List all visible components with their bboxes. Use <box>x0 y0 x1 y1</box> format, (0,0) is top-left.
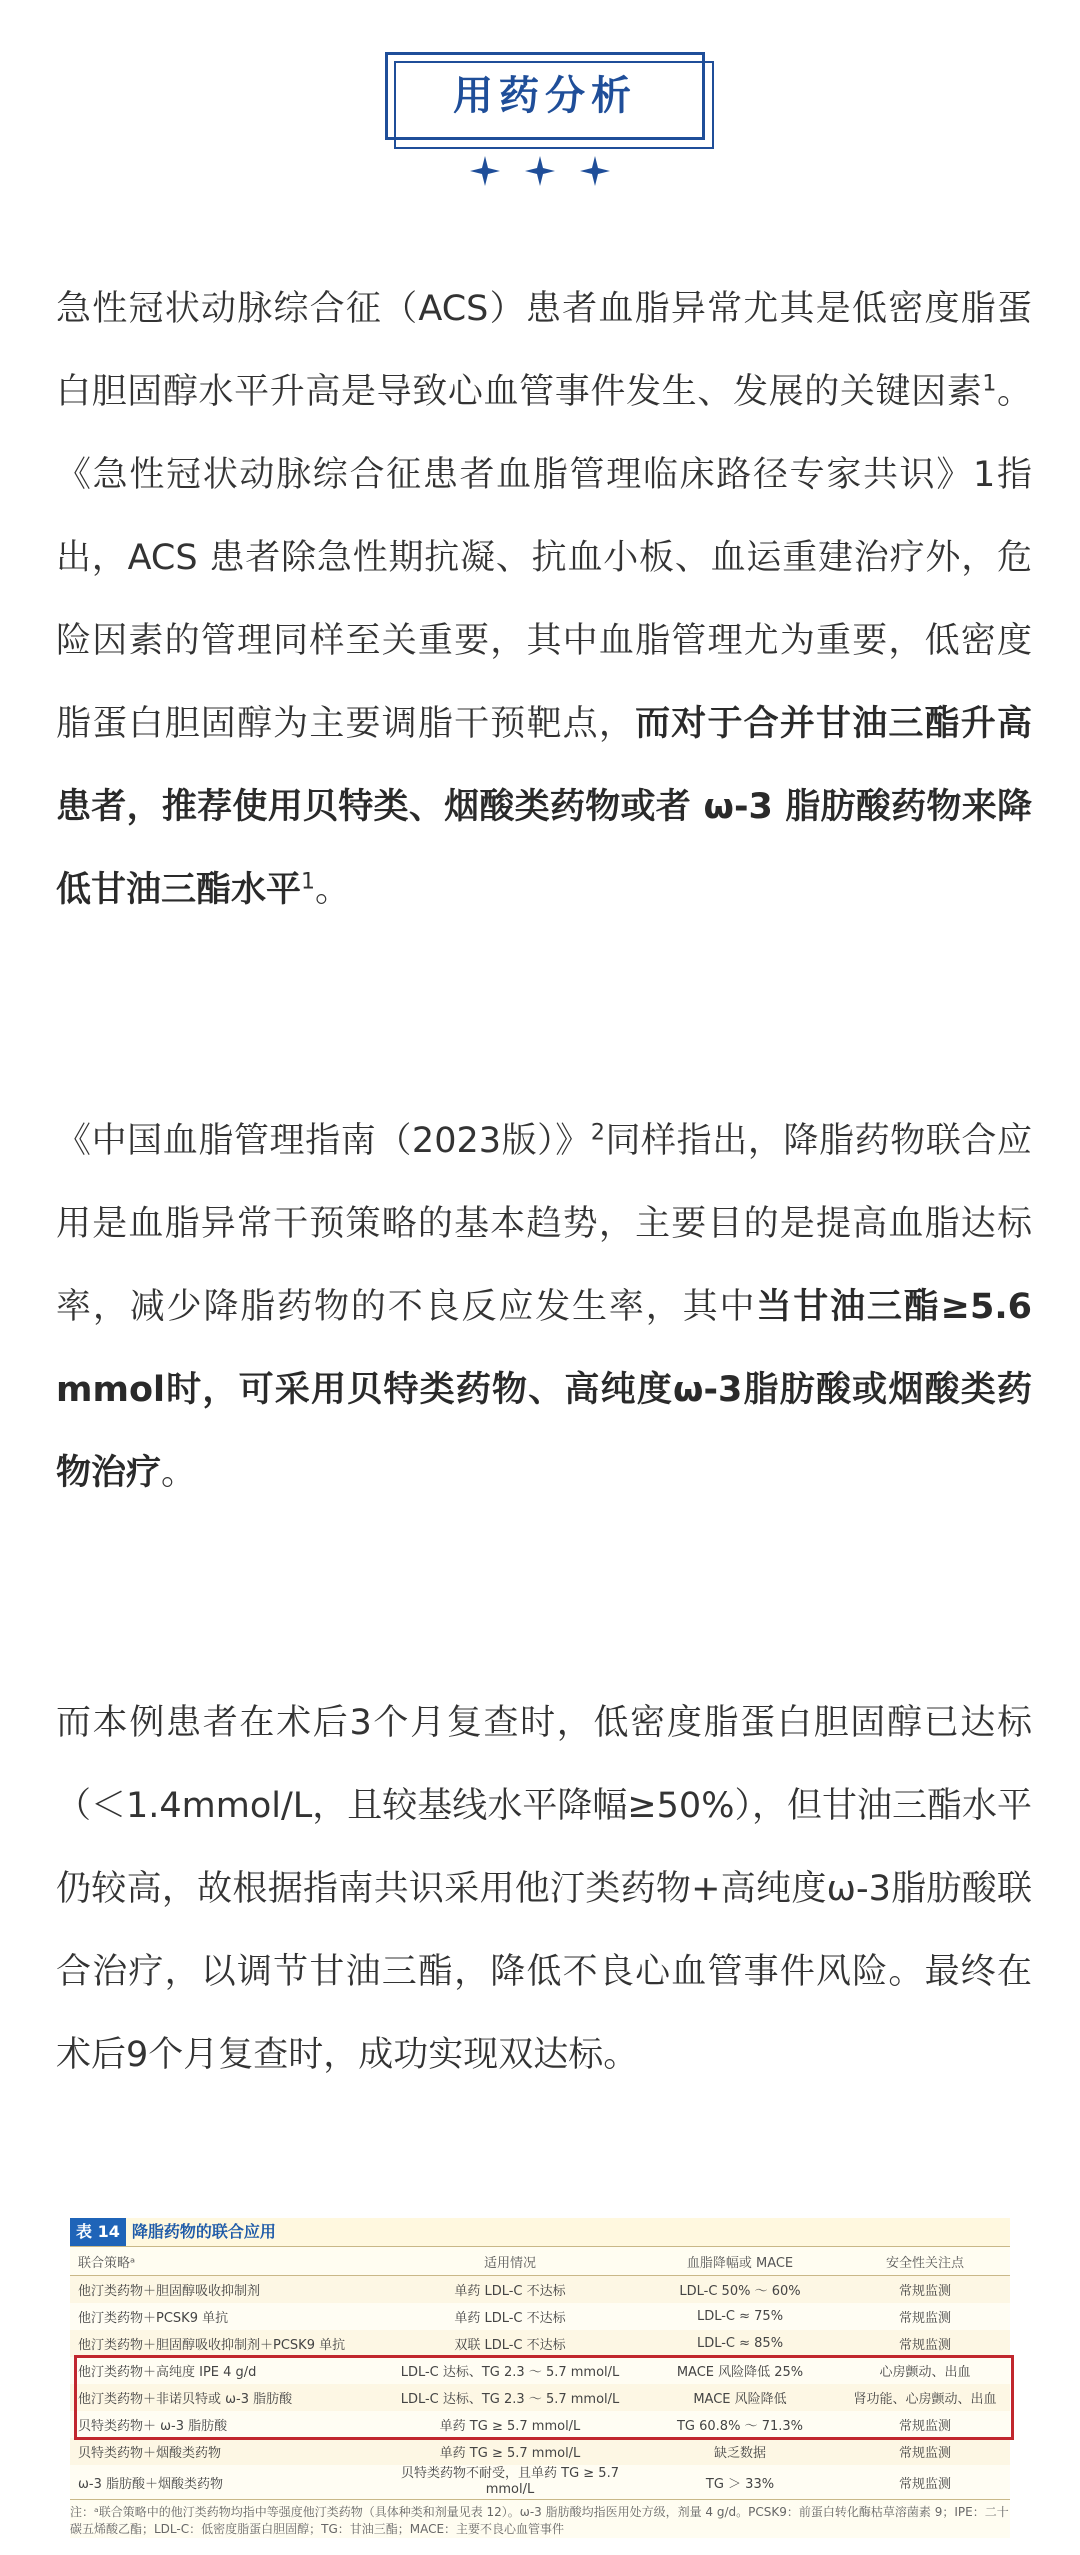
table-cell: 缺乏数据 <box>640 2438 840 2465</box>
reference-superscript: 1 <box>301 869 316 895</box>
table-cell: LDL-C ≈ 75% <box>640 2303 840 2330</box>
table-header-row <box>70 2247 1010 2276</box>
table-cell: 常规监测 <box>840 2303 1010 2330</box>
table-cell: LDL-C 达标、TG 2.3 ～ 5.7 mmol/L <box>380 2357 640 2384</box>
table-cell: 双联 LDL-C 不达标 <box>380 2330 640 2357</box>
table-cell: 他汀类药物＋胆固醇吸收抑制剂＋PCSK9 单抗 <box>70 2330 380 2357</box>
table-cell: 常规监测 <box>840 2276 1010 2304</box>
table-cell: 常规监测 <box>840 2330 1010 2357</box>
section-title: 用药分析 <box>453 73 637 119</box>
paragraph-bold-text: 而对于合并甘油三酯升高患者，推荐使用贝特类、烟酸类药物或者 ω-3 脂肪酸药物来降低甘油三酯水平 <box>56 704 1032 910</box>
section-header <box>0 48 1080 188</box>
table-cell: 单药 LDL-C 不达标 <box>380 2303 640 2330</box>
column-header: 适用情况 <box>380 2247 640 2276</box>
paragraph-text: 急性冠状动脉综合征（ACS）患者血脂异常尤其是低密度脂蛋白胆固醇水平升高是导致心血管事件发生、发展的关键因素 <box>56 289 1032 412</box>
table-row-highlighted <box>70 2384 1010 2411</box>
table-cell: ω-3 脂肪酸＋烟酸类药物 <box>70 2465 380 2500</box>
paragraph-text: 。 <box>161 1453 197 1493</box>
title-frame <box>385 52 705 140</box>
paragraph-acs-lipid <box>56 268 1032 932</box>
combination-therapy-table <box>70 2218 1010 2538</box>
table-row-highlighted <box>70 2357 1010 2384</box>
table-cell: 他汀类药物＋胆固醇吸收抑制剂 <box>70 2276 380 2304</box>
table-cell: TG 60.8% ～ 71.3% <box>640 2411 840 2438</box>
table-caption <box>70 2218 1010 2246</box>
table-cell: 单药 TG ≥ 5.7 mmol/L <box>380 2411 640 2438</box>
paragraph-text: 。 <box>315 870 351 910</box>
paragraph-text: 《中国血脂管理指南（2023版）》 <box>56 1121 591 1161</box>
table-title: 降脂药物的联合应用 <box>131 2222 276 2241</box>
table-cell: 常规监测 <box>840 2411 1010 2438</box>
table-row <box>70 2303 1010 2330</box>
sparkle-icon <box>525 156 555 186</box>
table-row <box>70 2438 1010 2465</box>
table-cell: 他汀类药物＋高纯度 IPE 4 g/d <box>70 2357 380 2384</box>
table <box>70 2246 1010 2500</box>
table-cell: 肾功能、心房颤动、出血 <box>840 2384 1010 2411</box>
paragraph-text: 而本例患者在术后3个月复查时，低密度脂蛋白胆固醇已达标（＜1.4mmol/L，且较基线水平降幅≥50%），但甘油三酯水平仍较高，故根据指南共识采用他汀类药物+高纯度ω-3脂肪酸联合治疗，以调节甘油三酯，降低不良心血管事件风险。最终在术后9个月复查时，成功实现双达标。 <box>56 1703 1032 2075</box>
table-cell: LDL-C 50% ～ 60% <box>640 2276 840 2304</box>
table-cell: 常规监测 <box>840 2438 1010 2465</box>
column-header: 安全性关注点 <box>840 2247 1010 2276</box>
sparkle-decoration <box>0 156 1080 186</box>
table-row-highlighted <box>70 2411 1010 2438</box>
table-cell: MACE 风险降低 25% <box>640 2357 840 2384</box>
table-cell: LDL-C 达标、TG 2.3 ～ 5.7 mmol/L <box>380 2384 640 2411</box>
table-cell: 心房颤动、出血 <box>840 2357 1010 2384</box>
column-header: 联合策略ᵃ <box>70 2247 380 2276</box>
paragraph-text: 。《急性冠状动脉综合征患者血脂管理临床路径专家共识》1指出，ACS 患者除急性期抗凝、抗血小板、血运重建治疗外，危险因素的管理同样至关重要，其中血脂管理尤为重要，低密度脂蛋白胆固醇为主要调脂干预靶点， <box>56 372 1032 744</box>
reference-superscript: 1 <box>982 371 997 397</box>
paragraph-guideline-2023 <box>56 1100 1032 1515</box>
paragraph-text: 同样指出，降脂药物联合应用是血脂异常干预策略的基本趋势，主要目的是提高血脂达标率，减少降脂药物的不良反应发生率，其中 <box>56 1121 1032 1327</box>
table-cell: 单药 LDL-C 不达标 <box>380 2276 640 2304</box>
sparkle-icon <box>580 156 610 186</box>
table-row <box>70 2276 1010 2304</box>
table-cell: 他汀类药物＋PCSK9 单抗 <box>70 2303 380 2330</box>
table-cell: 他汀类药物＋非诺贝特或 ω-3 脂肪酸 <box>70 2384 380 2411</box>
paragraph-case-summary <box>56 1682 1032 2097</box>
table-row <box>70 2330 1010 2357</box>
sparkle-icon <box>470 156 500 186</box>
table-cell: 贝特类药物＋ ω-3 脂肪酸 <box>70 2411 380 2438</box>
table-footnote: 注：ᵃ联合策略中的他汀类药物均指中等强度他汀类药物（具体种类和剂量见表 12）。ω-3 脂肪酸均指医用处方级，剂量 4 g/d。PCSK9：前蛋白转化酶枯草溶菌素 9；IPE：二十碳五烯酸乙酯；LDL-C：低密度脂蛋白胆固醇；TG：甘油三酯；MACE：主要不良心血管事件 <box>70 2505 1009 2536</box>
table-cell: MACE 风险降低 <box>640 2384 840 2411</box>
paragraph-bold-text: 当甘油三酯≥5.6 mmol时，可采用贝特类药物、高纯度ω-3脂肪酸或烟酸类药物治疗 <box>56 1287 1032 1493</box>
column-header: 血脂降幅或 MACE <box>640 2247 840 2276</box>
table-cell: 贝特类药物＋烟酸类药物 <box>70 2438 380 2465</box>
table-cell: 常规监测 <box>840 2465 1010 2500</box>
table-cell: TG ＞ 33% <box>640 2465 840 2500</box>
table-cell: 单药 TG ≥ 5.7 mmol/L <box>380 2438 640 2465</box>
reference-superscript: 2 <box>590 1120 605 1146</box>
table-cell: LDL-C ≈ 85% <box>640 2330 840 2357</box>
table-row <box>70 2465 1010 2500</box>
table-cell: 贝特类药物不耐受，且单药 TG ≥ 5.7 mmol/L <box>380 2465 640 2500</box>
table-number: 表 14 <box>70 2218 126 2246</box>
